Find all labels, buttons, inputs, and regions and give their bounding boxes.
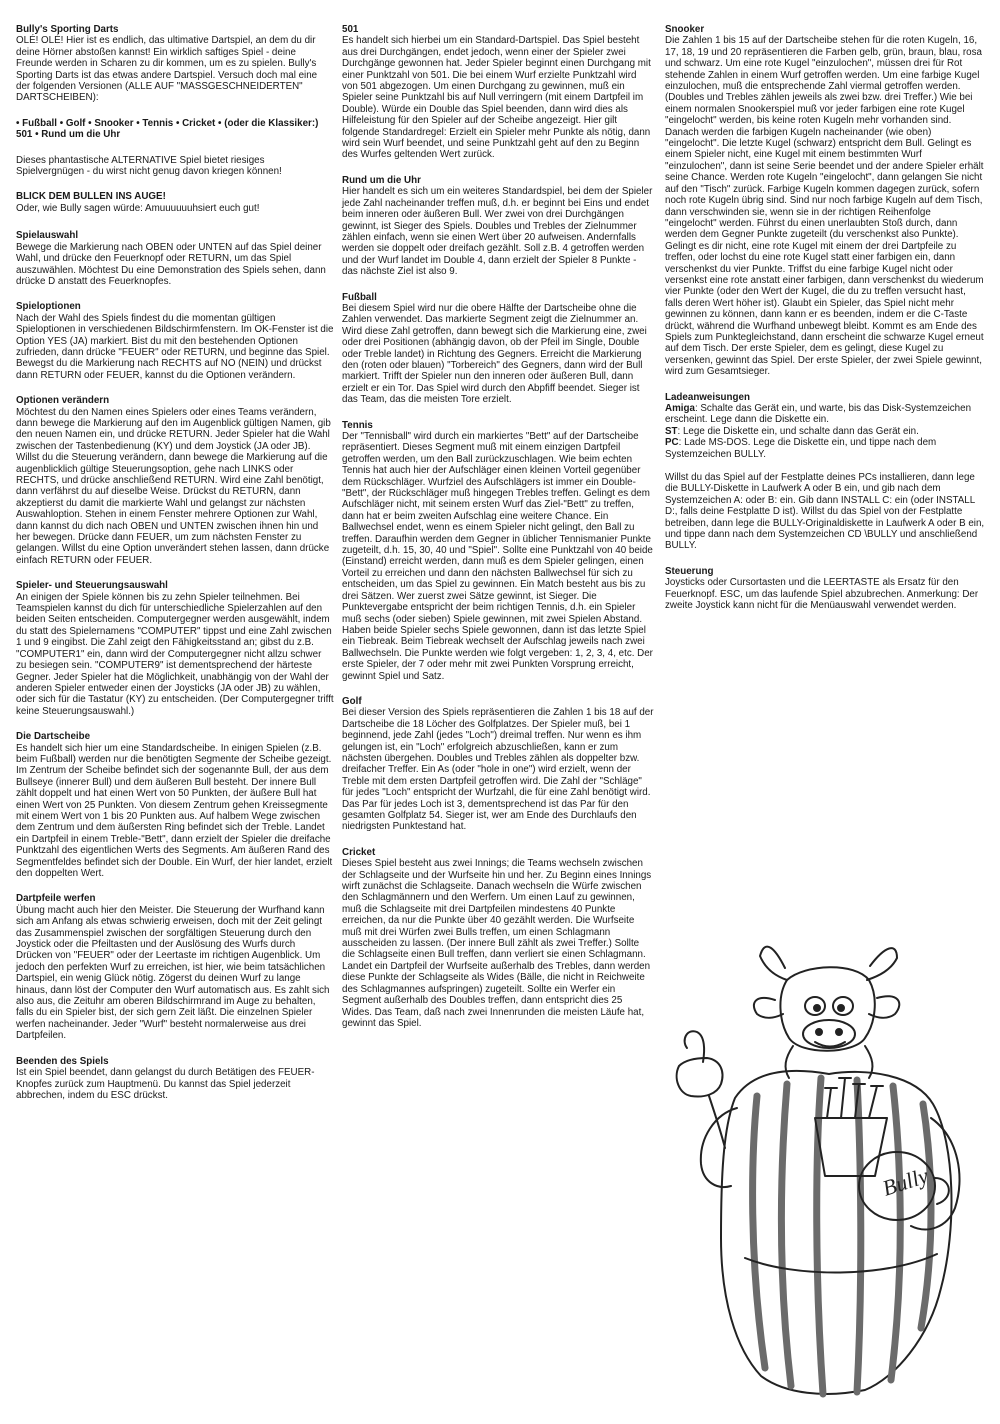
section-text-cricket: Dieses Spiel besteht aus zwei Innings; die Teams wechseln zwischen der Schlagseite und der Wurfseite hin und her. Zu Beginn eines Innings wirft zunächst die Schlagseite. Danach wechseln die Würfe zwischen den Schlagmännern und den Werfern. Um einen Lauf zu gewinnen, muß die Schlagseite mit drei Dartpfeilen mindestens 40 Punkte erreichen, da nur die Punkte über 40 gezählt werden. Die Wurfseite muß mit drei Würfen zwei Bulls treffen, um einen Schlagmann ausscheiden zu lassen. (Der innere Bull zählt als zwei Treffer.) Sollte die Schlagseite einen Bull treffen, dann verliert sie einen Schlagmann. Landet ein Dartpfeil der Wurfseite außerhalb des Trebles, dann werden diese Punkte der Schlagseite als Wides (Bälle, die nicht in Reichweite des Schlagmannes aufspringen) zugeteilt. Sollte ein Werfer ein Segment außerhalb des Doubles treffen, dann entspricht dies 25 Wides. Das Team, daß nach zwei Innenrunden die meisten Läufe hat, gewinnt das Spiel. (342, 858, 652, 1029)
left-arm (701, 1108, 737, 1187)
section-text-spielerauswahl: An einigen der Spiele können bis zu zehn Spieler teilnehmen. Bei Teamspielen kannst du dich für unterschiedliche Spielerzahlen auf den beiden Seiten entscheiden. Computergegner werden ausgewählt, indem du statt des Spielernamens "COMPUTER" tippst und eine Zahl zwischen 1 und 9 eingibst. Die Zahl zeigt den Fähigkeitsstand an; gibst du z.B. "COMPUTER1" ein, dann wird der Computergegner nicht allzu schwer zu besiegen sein. "COMPUTER9" ist dementsprechend der härteste Gegner. Jeder Spieler hat die Möglichkeit, unabhängig von der Wahl der anderen Spieler entweder einen der Joysticks (JA oder JB) zu wählen, oder sich für die Tastatur (KY) zu entscheiden. (Der Computergegner trifft keine Steuerungsauswahl.) (16, 591, 334, 717)
section-text-rund-um-die-uhr: Hier handelt es sich um ein weiteres Standardspiel, bei dem der Spieler jede Zahl nacheinander treffen muß, d.h. er beginnt bei Eins und endet beim inneren oder äußeren Bull. Wer zwei von drei Durchgängen gewinnt, ist Sieger des Spiels. Doubles und Trebles der Zielnummer zählen einfach, wenn sie einen Wert über 20 aufweisen. Andernfalls werden sie doppelt oder dreifach gezählt. Soll z.B. 4 getroffen werden und der Wurf landet im Double 4, dann erzielt der Spieler 8 Punkte - das nächste Ziel ist also 9. (342, 186, 653, 278)
load-pc-text: : Lade MS-DOS. Lege die Diskette ein, und tippe nach dem Systemzeichen BULLY. (665, 437, 937, 460)
section-title-spielerauswahl: Spieler- und Steuerungsauswahl (16, 580, 168, 592)
section-text-snooker: Die Zahlen 1 bis 15 auf der Dartscheibe stehen für die roten Kugeln, 16, 17, 18, 19 und 20 repräsentieren die Farben gelb, grün, braun, blau, rosa und schwarz. Um eine rote Kugel "einzulochen", müssen drei für Rot stehende Zahlen in einem Wurf getroffen werden. Um eine farbige Kugel einzulochen, muß die entsprechende Zahl viermal getroffen werden. (Doubles und Trebles zählen jeweils als zwei bzw. drei Treffer.) Wie bei einem normalen Snookerspiel muß vor jeder farbigen eine rote Kugel "eingelocht" werden, bis keine roten Kugeln mehr vorhanden sind. Danach werden die farbigen Kugeln nacheinander (wie oben) "eingelocht". Die letzte Kugel (schwarz) entspricht dem Bull. Gelingt es einem Spieler nicht, eine Kugel mit einem bestimmten Wurf "einzulochen", dann ist seine Serie beendet und der andere Spieler erhält seine Chance. Werden rote Kugeln "eingelocht", dann gelangen Sie nicht auf den "Tisch" zurück. Farbige Kugeln kommen dagegen zurück, sofern noch rote Kugeln übrig sind. Sind nur noch farbige Kugeln auf dem Tisch, dann verschwinden sie, wenn sie in der richtigen Reihenfolge "eingelocht" werden. Führst du einen unerlaubten Stoß durch, dann werden dem Gegner Punkte zugeteilt (du verschenkst also Punkte). Gelingt es dir nicht, eine rote Kugel mit einem der drei Dartpfeile zu treffen, oder lochst du eine rote Kugel statt einer farbigen ein, dann verschenkst du vier Punkte. Triffst du eine farbige Kugel nicht oder versenkst eine rote anstatt einer farbigen, dann verschenkst du wiederum vier Punkte (oder den Wert der Kugel, die du zu treffen versucht hast, falls deren Wert höher ist). Glaubt ein Spieler, das Spiel nicht mehr gewinnen zu können, dann kann er es beenden, indem er die C-Taste drückt, während die Wurfhand unbewegt bleibt. Kommt es am Ende des Spiels zum Punktegleichstand, dann erscheint die schwarze Kugel erneut auf dem Tisch. Der erste Spieler, dem es gelingt, diese Kugel zu versenken, gewinnt das Spiel. Der erste Spieler, der zwei Spiele gewinnt, wird zum Gesamtsieger. (665, 35, 984, 378)
section-text-spielauswahl: Bewege die Markierung nach OBEN oder UNTEN auf das Spiel deiner Wahl, und drücke den Feuerknopf oder RETURN, um das Spiel auszuwählen. Möchtest Du eine Demonstration des Spiels sehen, dann drücke D anstatt des Feuerknopfes. (16, 241, 326, 287)
load-pc (665, 437, 985, 460)
slogan-text: Oder, wie Bully sagen würde: Amuuuuuuhsiert euch gut! (16, 202, 260, 214)
load-amiga-text: : Schalte das Gerät ein, und warte, bis das Disk-Systemzeichen erscheint. Lege dann die Diskette ein. (665, 403, 972, 426)
section-title-dartpfeile-werfen: Dartpfeile werfen (16, 893, 96, 905)
fist (677, 1058, 723, 1097)
section-text-fussball: Bei diesem Spiel wird nur die obere Hälfte der Dartscheibe ohne die Zahlen verwendet. Das markierte Segment zeigt die Zielnummer an. Wird diese Zahl getroffen, dann bewegt sich die Markierung eine, zwei oder drei Positionen (abhängig davon, ob der Pfeil im Single, Double oder Treble landet) in Richtung des Gegners. Erreicht die Markierung den (roten oder blauen) "Torbereich" des Gegners, dann wird der Bull markiert. Trifft der Spieler nun den inneren oder äußeren Bull, dann erzielt er ein Tor. Das Spiel wird durch den Abpfiff beendet. Sieger ist das Team, das die meisten Tore erzielt. (342, 302, 647, 406)
section-title-beenden: Beenden des Spiels (16, 1055, 109, 1067)
section-text-golf: Bei dieser Version des Spiels repräsentieren die Zahlen 1 bis 18 auf der Dartscheibe die 18 Löcher des Golfplatzes. Der Spieler muß, bei 1 beginnend, jede Zahl (jedes "Loch") dreimal treffen. Nur wenn es ihm gelungen ist, ein "Loch" erfolgreich abzuschließen, kann er zum nächsten übergehen. Doubles und Trebles zählen als doppelter bzw. dreifacher Treffer. Ein As (oder "hole in one") wird erzielt, wenn der Treble mit dem ersten Dartpfeil getroffen wird. Die Zahl der "Schläge" für jedes "Loch" entspricht der Wurfzahl, die für eine Zahl benötigt wird. Das Par für jedes Loch ist 3, dementsprechend ist das Par für den gesamten Golfplatz 54. Sieger ist, wer am Ende des Durchlaufs den niedrigsten Punktestand hat. (342, 707, 654, 833)
section-title-tennis: Tennis (342, 419, 373, 431)
column-right (665, 24, 985, 626)
intro-title: Bully's Sporting Darts (16, 24, 119, 35)
section-title-spieloptionen: Spieloptionen (16, 301, 81, 313)
section-text-tennis: Der "Tennisball" wird durch ein markiertes "Bett" auf der Dartscheibe repräsentiert. Dieses Segment muß mit einem einzigen Dartpfeil getroffen werden, um den Ball zurückzuschlagen. Wie beim echten Tennis hat auch hier der Aufschläger einen kleinen Vorteil gegenüber dem Rückschläger. Wurfziel des Aufschlägers ist immer ein Double-"Bett", der Rückschläger muß hingegen Trebles treffen. Gelingt es dem Aufschläger nicht, mit seinem ersten Wurf das Ziel-"Bett" zu treffen, dann hat er beim zweiten Aufschlag eine weitere Chance. Ein Ballwechsel endet, wenn es einem Spieler nicht gelingt, den Ball zu treffen. Daraufhin werden dem Gegner in üblicher Tennismanier Punkte zugeteilt, d.h. 15, 30, 40 und "Spiel". Sollte eine Punktzahl von 40 beide (Einstand) erreicht werden, dann muß es dem Spieler gelingen, einen Vorteil zu erreichen und dann den nächsten Ballwechsel für sich zu entscheiden, um das Spiel zu gewinnen. Ein Match besteht aus bis zu drei Sätzen. Wer zuerst zwei Sätze gewinnt, ist Sieger. Die Punktevergabe entspricht der beim richtigen Tennis, d.h. ein Spieler muß sechs (oder sieben) Spiele gewinnen, mit zwei Spielen Abstand. Haben beide Spieler sechs Spiele gewonnen, dann ist das letzte Spiel ein Tiebreak. Beim Tiebreak wechselt der Aufschlag jeweils nach zwei Ballwechseln. Die Punkte werden wie folgt vergeben: 1, 2, 3, 4, etc. Der erste Spieler, der 7 oder mehr mit zwei Punkten Vorsprung erreicht, gewinnt Spiel und Satz. (342, 431, 653, 682)
intro-text: OLÉ! OLÉ! Hier ist es endlich, das ultimative Dartspiel, an dem du dir deine Hörner abstoßen kannst! Ein wirklich saftiges Spiel - deine Freunde werden in Scharen zu dir kommen, um es zu spielen. Bully's Sporting Darts ist das etwas andere Dartspiel. Versuch doch mal eine der folgenden Versionen (ALLE AUF "MASSGESCHNEIDERTEN" DARTSCHEIBEN): (16, 35, 318, 104)
section-text-dartpfeile-werfen: Übung macht auch hier den Meister. Die Steuerung der Wurfhand kann sich am Anfang als etwas schwierig erweisen, doch mit der Zeit gelingt das Zusammenspiel zwischen der sorgfältigen Steuerung durch den Joystick oder die Pfeiltasten und der Auslösung des Wurfs durch Drücken von "FEUER" oder der Leertaste im richtigen Augenblick. Um jedoch den perfekten Wurf zu erreichen, ist hier, wie beim tatsächlichen Dartspiel, ein wenig Glück nötig. Zögerst du deinen Wurf zu lange hinaus, dann löst der Computer den Wurf automatisch aus. Es zahlt sich also aus, die Zeituhr am oberen Bildschirmrand im Auge zu behalten, falls du ein Spieler bist, der sich gern Zeit läßt. Die einzelnen Spieler werfen nacheinander. Jeder "Wurf" besteht normalerweise aus drei Dartpfeilen. (16, 904, 330, 1042)
right-horn (867, 948, 897, 980)
load-amiga-label: Amiga (665, 403, 695, 414)
dart-holder (815, 1118, 887, 1176)
section-title-snooker: Snooker (665, 24, 705, 35)
slogan-title: BLICK DEM BULLEN INS AUGE! (16, 191, 166, 203)
mug-brand-text: Bully (879, 1162, 932, 1201)
load-install-text: Willst du das Spiel auf der Festplatte deines PCs installieren, dann lege die BULLY-Diskette in Laufwerk A oder B ein, und gib nach dem Systemzeichen A: oder B: ein. Gib dann INSTALL C: ein (oder INSTALL D:, falls deine Festplatte D ist). Willst du das Spiel von der Festplatte betreiben, dann lege die BULLY-Originaldiskette in Laufwerk A oder B ein, und tippe dann nach dem Systemzeichen CD \BULLY und anschließend BULLY. (665, 472, 985, 552)
section-title-dartscheibe: Die Dartscheibe (16, 731, 91, 743)
section-title-golf: Golf (342, 695, 362, 707)
left-horn (760, 947, 787, 980)
section-title-cricket: Cricket (342, 846, 376, 858)
load-pc-label: PC (665, 437, 679, 449)
section-text-dartscheibe: Es handelt sich hier um eine Standardscheibe. In einigen Spielen (z.B. beim Fußball) werden nur die benötigten Segmente der Scheibe gezeigt. Im Zentrum der Scheibe befindet sich der sogenannte Bull, der aus dem Bullseye (innerer Bull) und dem äußeren Bull besteht. Der innere Bull zählt doppelt und hat einen Wert von 50 Punkten, der äußere Bull hat einen Wert von 25 Punkten. Von diesem Zentrum gehen Kreissegmente mit einem Wert von 1 bis 20 Punkten aus. Auf halbem Wege zwischen dem Zentrum und dem äußersten Ring befindet sich der Treble. Landet ein Dartpfeil in einem Treble-"Bett", dann erzielt der Spieler die dreifache Punktzahl des eigentlichen Werts des Segments. Am äußeren Rand des Segmentfeldes befindet sich der Double. Ein Wurf, der hier landet, erzielt den doppelten Wert. (16, 742, 333, 879)
bully-mascot-illustration (665, 928, 985, 1408)
section-text-spieloptionen: Nach der Wahl des Spiels findest du die momentan gültigen Spieloptionen in verschiedenen Bildschirmfenstern. Im OK-Fenster ist die Option YES (JA) markiert. Bist du mit den bestehenden Optionen zufrieden, dann drücke "FEUER" oder RETURN, und beginne das Spiel. Bewegst du die Markierung nach RECHTS auf NO (NEIN) und drückst dann RETURN oder FEUER, kannst du die Optionen verändern. (16, 312, 334, 381)
section-text-optionen-veraendern: Möchtest du den Namen eines Spielers oder eines Teams verändern, dann bewege die Markierung auf den im Augenblick gültigen Namen, gib den neuen Namen ein, und drücke RETURN. Jeder Spieler hat die Wahl zwischen der Tastenbedienung (KY) und dem Joystick (JA oder JB). Willst du die Steuerung verändern, dann bewege die Markierung auf die augenblicklich gültige Steuerungsoption, gehe nach LINKS oder RECHTS, und drücke anschließend RETURN. Wird eine Zahl benötigt, dann verfährst du auf dieselbe Weise. Drückst du RETURN, dann akzeptierst du damit die markierte Wahl und gelangst zur nächsten Auswahloption. Stehen in einem Fenster mehrere Optionen zur Wahl, dann kannst du dich nach OBEN und UNTEN zwischen ihnen hin und her bewegen. Drücke dann FEUER, um zum nächsten Fenster zu gelangen. Willst du eine Option unverändert stehen lassen, dann drücke einfach RETURN oder FEUER. (16, 406, 331, 566)
load-st-label: ST (665, 425, 678, 437)
games-list: • Fußball • Golf • Snooker • Tennis • Cricket • (oder die Klassiker:) 501 • Rund um die Uhr (16, 117, 319, 141)
section-title-steuerung: Steuerung (665, 565, 714, 577)
load-st (665, 426, 985, 437)
section-text-steuerung: Joysticks oder Cursortasten und die LEERTASTE als Ersatz für den Feuerknopf. ESC, um das laufende Spiel abzubrechen. Anmerkung: Der zweite Joystick kann nicht für die Menüauswahl verwendet werden. (665, 577, 979, 612)
bull-head (780, 967, 874, 1051)
column-left (16, 24, 334, 1115)
alt-text: Dieses phantastische ALTERNATIVE Spiel bietet riesiges Spielvergnügen - du wirst nicht genug davon kriegen können! (16, 154, 282, 178)
section-text-501: Es handelt sich hierbei um ein Standard-Dartspiel. Das Spiel besteht aus drei Durchgängen, endet jedoch, wenn einer der Spieler zwei Durchgänge gewonnen hat. Jeder Spieler beginnt einen Durchgang mit einer Punktzahl von 501. Die bei einem Wurf erzielte Punktzahl wird von 501 abgezogen. Um einen Durchgang zu gewinnen, muß ein Spieler seine Punktzahl bis auf Null verringern (mit einem Dartpfeil im Double). Würde ein Double das Spiel beenden, dann wird dies als Hilfeleistung für den Spieler auf der Scheibe angezeigt. Hier gilt folgende Standardregel: Erzielt ein Spieler mehr Punkte als nötig, dann wird sein Wurf beendet, und seine Punktzahl geht auf den zu Beginn des Wurfes geltenden Wert zurück. (342, 35, 651, 161)
section-title-optionen-veraendern: Optionen verändern (16, 395, 110, 407)
load-st-text: : Lege die Diskette ein, und schalte dann das Gerät ein. (677, 425, 919, 437)
section-title-spielauswahl: Spielauswahl (16, 230, 79, 242)
section-title-fussball: Fußball (342, 291, 377, 303)
load-amiga (665, 403, 985, 426)
section-title-rund-um-die-uhr: Rund um die Uhr (342, 174, 421, 186)
section-text-beenden: Ist ein Spiel beendet, dann gelangst du durch Betätigen des FEUER-Knopfes zurück zum Hauptmenü. Du kannst das Spiel jederzeit abbrechen, indem du ESC drückst. (16, 1067, 315, 1101)
section-title-501: 501 (342, 24, 359, 35)
section-title-ladeanweisungen: Ladeanweisungen (665, 391, 750, 403)
column-middle (342, 24, 654, 1043)
